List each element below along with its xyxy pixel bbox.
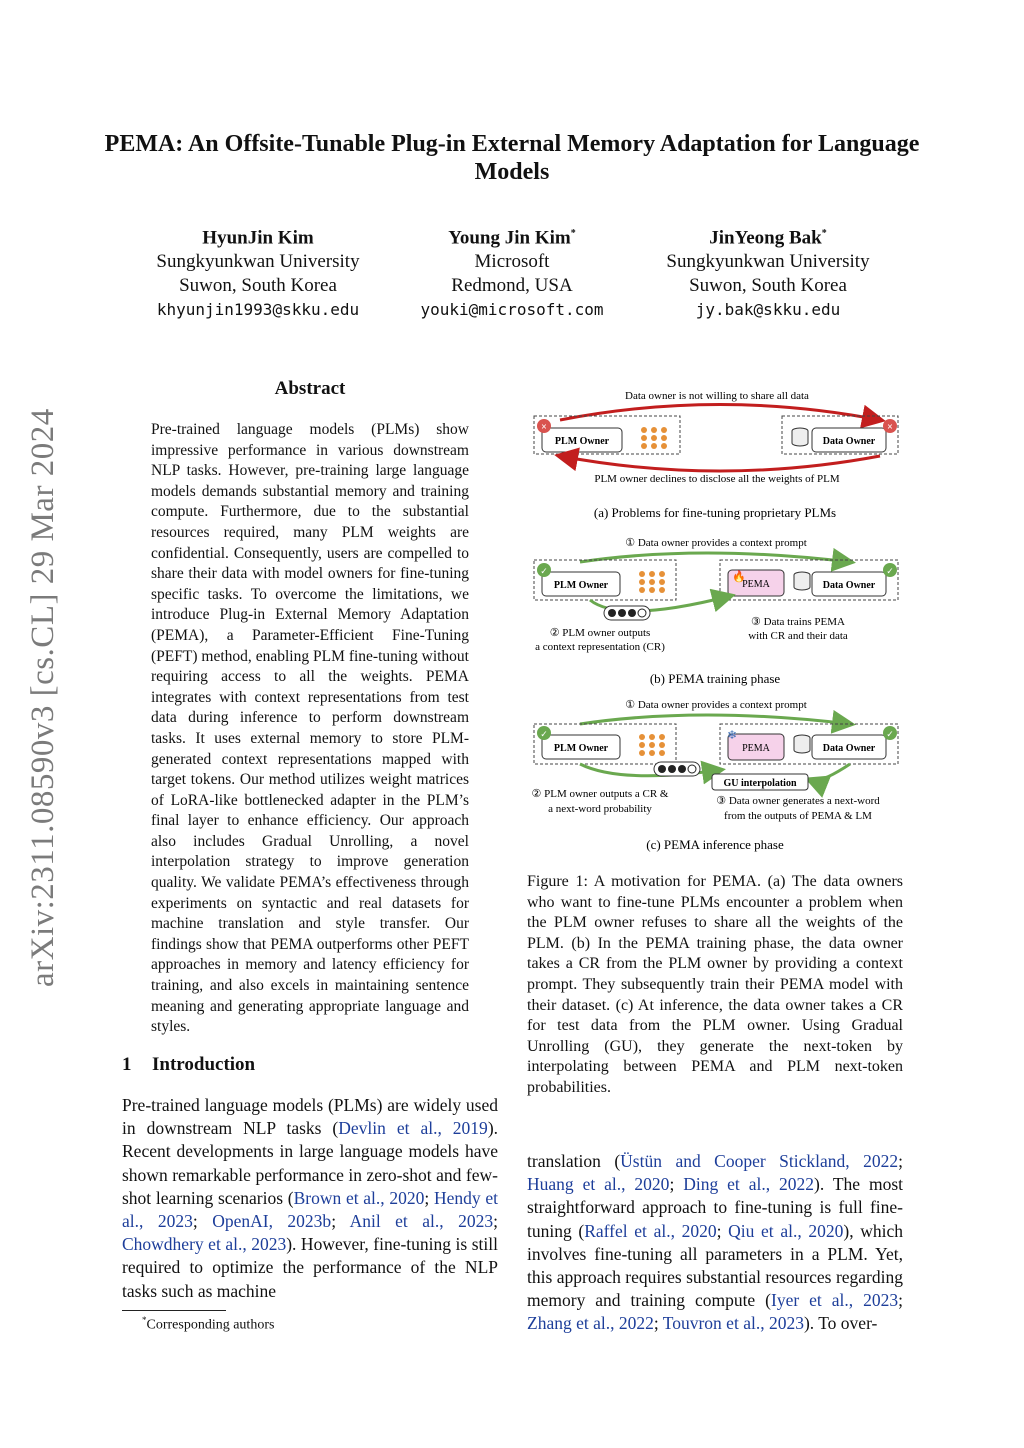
fig-c-pema-label: PEMA: [742, 743, 770, 754]
citation-link[interactable]: Touvron et al., 2023: [662, 1313, 804, 1334]
citation-link[interactable]: Hendy et al., 2023: [122, 1187, 498, 1232]
intro-paragraph: Pre-trained language models (PLMs) are widely used in downstream NLP tasks (Devlin et al., 2019). Recent developments in large language models have shown remarkable performance in zero-shot and few-shot learning scenarios (Brown et al., 2020; Hendy et al., 2023; OpenAI, 2023b; Anil et al., 2023; Chowdhery et al., 2023). However, fine-tuning is still required to optimize the performance of the NLP tasks such as machine: [122, 1095, 499, 1301]
footnote-rule: [122, 1310, 226, 1311]
author-location: Suwon, South Korea: [179, 275, 337, 297]
intro-paragraph-continued: translation (Üstün and Cooper Stickland, 2022; Huang et al., 2020; Ding et al., 2022). The most straightforward approach to fine-tuning is full fine-tuning (Raffel et al., 2020; Qiu et al., 2020), which involves fine-tuning all parameters in a PLM. Yet, this approach requires substantial resources regarding memory and training compute (Iyer et al., 2023; Zhang et al., 2022; Touvron et al., 2023). To over-: [527, 1151, 903, 1334]
abstract-body: Pre-trained language models (PLMs) show impressive performance in various downstream NLP tasks. However, pre-training large language models demands substantial memory and training compute. Furthermore, due to the substantial resources required, many PLM weights are confidential. Consequently, users are compelled to share their data with model owners for fine-tuning specific tasks. To overcome the limitations, we introduce Plug-in External Memory Adaptation (PEMA), a Parameter-Efficient Fine-Tuning (PEFT) method, enabling PLM fine-tuning without requiring access to all the weights. PEMA integrates with context representations from test data during inference to perform downstream tasks. It uses external memory to store PLM-generated context representations mapped with target tokens. Our method utilizes weight matrices of LoRA-like bottlenecked adapter in the PLM’s final layer to enhance efficiency. Our approach also includes Gradual Unrolling, a novel interpolation strategy to improve generation quality. We validate PEMA’s effectiveness through experiments on syntactic and real datasets for machine translation and style transfer. Our findings show that PEMA outperforms other PEFT approaches in memory and latency efficiency for training, and also excels in maintaining sentence meaning and generating appropriate language and styles.: [151, 421, 469, 1036]
fig-c-top-arrow: [580, 715, 850, 724]
database-icon: [794, 735, 810, 753]
database-icon: [794, 572, 810, 590]
svg-text:✓: ✓: [540, 729, 548, 739]
fig-a-bottom-arrow: [560, 456, 880, 471]
author-location: Suwon, South Korea: [689, 275, 847, 297]
author-name: Young Jin Kim*: [448, 227, 576, 249]
database-icon: [792, 428, 808, 446]
svg-text:✓: ✓: [886, 729, 894, 739]
fig-a-top-label: Data owner is not willing to share all data: [625, 390, 809, 402]
fig-c-right-label-2: from the outputs of PEMA & LM: [724, 810, 872, 822]
neural-net-icon: [639, 734, 665, 756]
fire-icon: 🔥: [732, 571, 746, 583]
author-3: [657, 222, 879, 322]
citation-link[interactable]: Qiu et al., 2020: [728, 1220, 844, 1241]
neural-net-icon: [641, 427, 667, 449]
neural-net-icon: [639, 571, 665, 593]
author-name: HyunJin Kim: [202, 227, 314, 249]
author-email[interactable]: jy.bak@skku.edu: [695, 300, 841, 320]
fig-b-left-label-1: ② PLM owner outputs: [549, 627, 651, 639]
fig-b-subcaption: (b) PEMA training phase: [649, 671, 781, 686]
footnote: *Corresponding authors: [142, 1315, 275, 1333]
fig-b-right-label-1: ③ Data trains PEMA: [751, 616, 845, 628]
fig-a-subcaption: (a) Problems for fine-tuning proprietary PLMs: [593, 505, 837, 520]
citation-link[interactable]: Iyer et al., 2023: [771, 1290, 899, 1311]
fig-b-pema-label: PEMA: [742, 579, 770, 590]
fig-b-left-label-2: a context representation (CR): [535, 641, 665, 653]
svg-text:×: ×: [541, 422, 547, 433]
abstract-heading: Abstract: [274, 378, 346, 399]
author-email[interactable]: khyunjin1993@skku.edu: [156, 300, 360, 320]
citation-link[interactable]: Üstün and Cooper Stickland, 2022: [620, 1151, 899, 1171]
svg-text:×: ×: [887, 422, 893, 433]
citation-link[interactable]: Brown et al., 2020: [293, 1187, 425, 1208]
author-location: Redmond, USA: [451, 275, 573, 297]
fig-c-gu-label: GU interpolation: [723, 778, 797, 789]
citation-link[interactable]: Chowdhery et al., 2023: [122, 1234, 287, 1255]
fig-c-gu-arrow: [810, 764, 850, 781]
author-affiliation: Microsoft: [474, 251, 550, 273]
arxiv-stamp: arXiv:2311.08590v3 [cs.CL] 29 Mar 2024: [25, 408, 61, 987]
svg-text:✓: ✓: [540, 566, 548, 576]
fig-c-left-label-2: a next-word probability: [548, 803, 652, 815]
fig-c-right-label-1: ③ Data owner generates a next-word: [716, 795, 880, 807]
author-name: JinYeong Bak*: [709, 227, 827, 249]
author-affiliation: Sungkyunkwan University: [156, 251, 360, 273]
fig-c-left-label-1: ② PLM owner outputs a CR &: [531, 788, 669, 800]
context-representation-icon: [604, 606, 650, 620]
author-1: [148, 222, 368, 322]
citation-link[interactable]: OpenAI, 2023b: [212, 1211, 332, 1232]
fig-b-right-label-2: with CR and their data: [748, 630, 848, 642]
fig-b-top-arrow: [580, 553, 850, 562]
fig-a-bottom-label: PLM owner declines to disclose all the weights of PLM: [594, 473, 840, 485]
citation-link[interactable]: Huang et al., 2020: [527, 1174, 670, 1195]
author-affiliation: Sungkyunkwan University: [666, 251, 870, 273]
citation-link[interactable]: Ding et al., 2022: [683, 1174, 815, 1195]
svg-text:✓: ✓: [886, 566, 894, 576]
citation-link[interactable]: Anil et al., 2023: [349, 1211, 494, 1232]
author-email[interactable]: youki@microsoft.com: [420, 300, 604, 320]
fig-c-subcaption: (c) PEMA inference phase: [646, 837, 784, 852]
citation-link[interactable]: Zhang et al., 2022: [527, 1313, 654, 1334]
figure-caption: Figure 1: A motivation for PEMA. (a) The data owners who want to fine-tune PLMs encounter a problem when the PLM owner refuses to share all the weights of the PLM. (b) In the PEMA training phase, the data owner takes a CR from the PLM owner by providing a context prompt. They subsequently train their PEMA model with their dataset. (c) At inference, the data owner takes a CR for test data from the PLM owner. Using Gradual Unrolling (GU), they generate the next-token by interpolating between PEMA and PLM next-token probabilities.: [527, 873, 903, 1096]
fig-a-top-arrow: [560, 405, 880, 421]
citation-link[interactable]: Raffel et al., 2020: [584, 1220, 717, 1241]
author-2: [407, 222, 617, 322]
citation-link[interactable]: Devlin et al., 2019: [338, 1118, 488, 1139]
fig-a-plm-label: PLM Owner: [554, 436, 610, 447]
figure-1: [520, 384, 910, 854]
fig-c-top-label: ① Data owner provides a context prompt: [625, 699, 807, 711]
fig-b-data-label: Data Owner: [822, 580, 876, 591]
fig-b-plm-label: PLM Owner: [553, 580, 609, 591]
section-heading-introduction: 1 Introduction: [122, 1054, 256, 1075]
fig-a-data-label: Data Owner: [822, 436, 876, 447]
snowflake-icon: ❄: [727, 728, 738, 742]
fig-b-top-label: ① Data owner provides a context prompt: [625, 537, 807, 549]
fig-c-plm-label: PLM Owner: [553, 743, 609, 754]
paper-title: PEMA: An Offsite-Tunable Plug-in External Memory Adaptation for Language Models: [104, 131, 920, 185]
context-representation-icon: [654, 762, 700, 776]
fig-c-data-label: Data Owner: [822, 743, 876, 754]
